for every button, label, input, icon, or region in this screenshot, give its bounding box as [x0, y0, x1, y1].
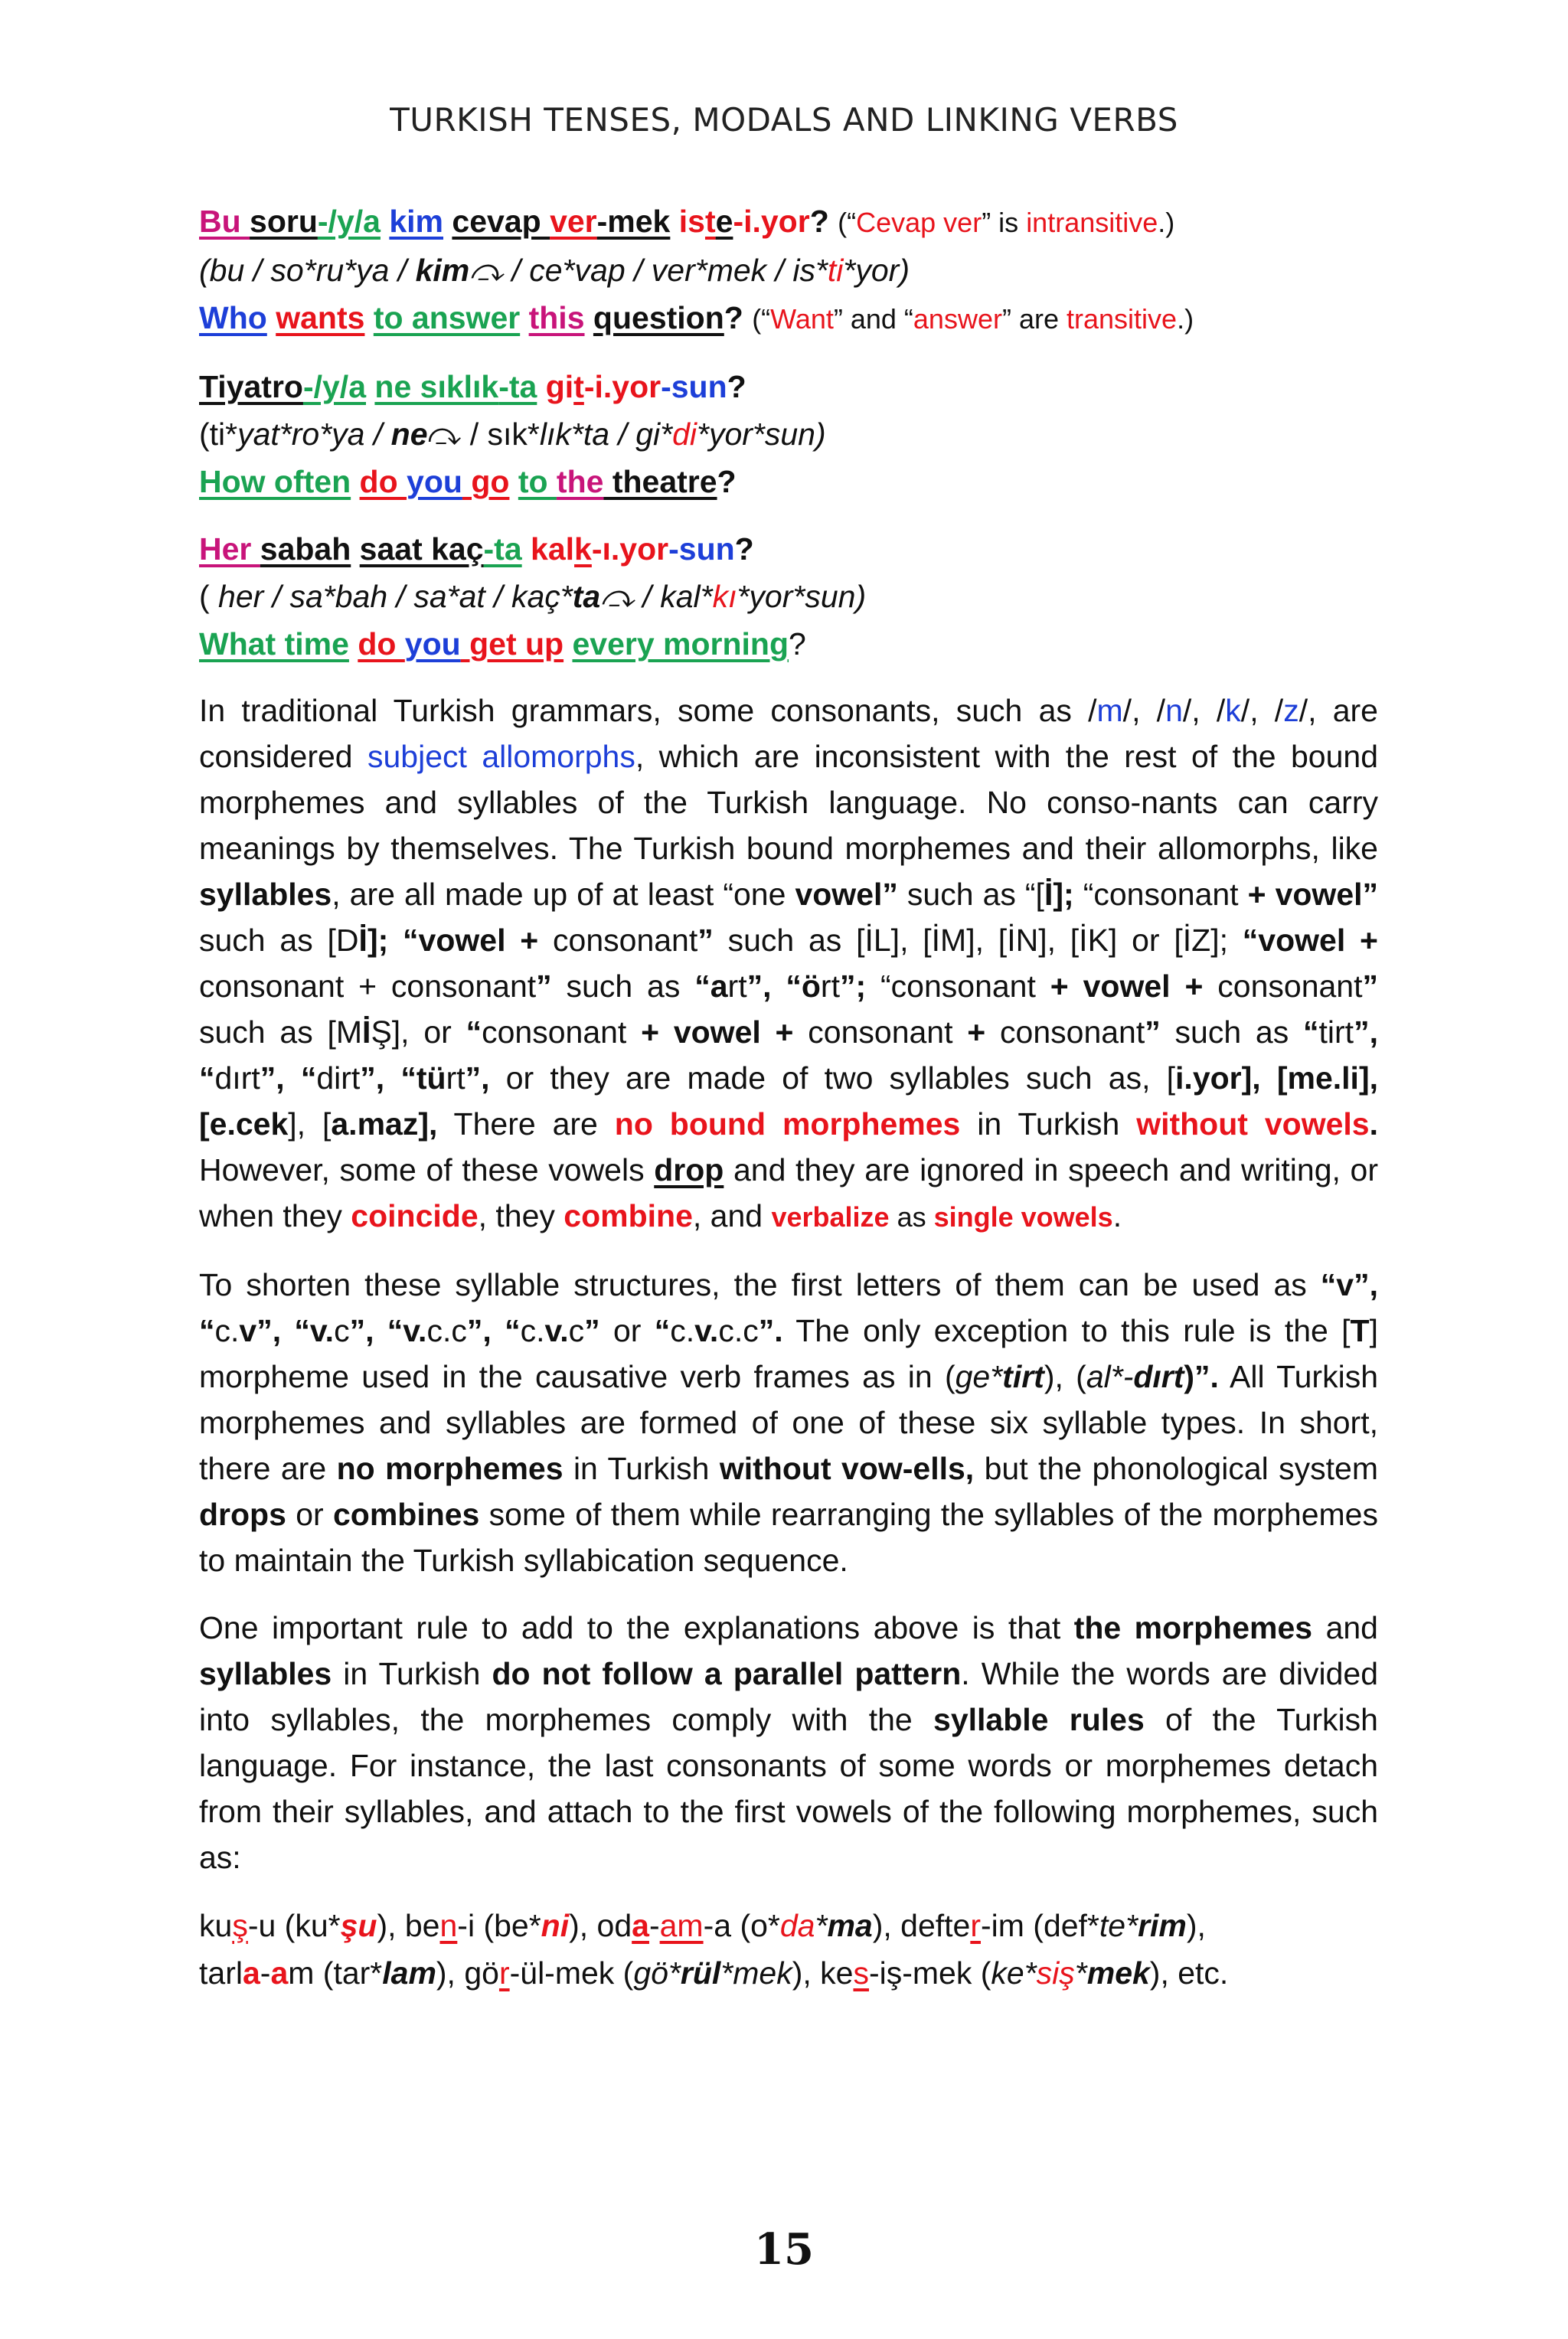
text-run: /, / [1240, 693, 1284, 728]
text-run: rt [446, 1060, 466, 1096]
text-run: ge* [955, 1359, 1003, 1394]
text-run: -u (ku* [247, 1908, 341, 1943]
text-run: All Turkish morphemes and syllables are formed of one of these six syllable types. In short, there are [199, 1359, 1378, 1486]
text-run: c.c [718, 1313, 759, 1348]
text-run: Ş], or [371, 1014, 466, 1050]
text-run: -i (be* [457, 1908, 541, 1943]
text-run: such as [D [199, 923, 359, 958]
text-run: mek [1086, 1955, 1150, 1991]
body-text [199, 688, 1378, 1880]
text-run: ne sıklık [374, 369, 499, 404]
paragraph [199, 1262, 1378, 1583]
example-block [199, 363, 1378, 505]
text-run [670, 204, 678, 239]
text-run: al*- [1086, 1359, 1134, 1394]
text-run: * [815, 1908, 828, 1943]
text-run: , are all made up of at least “one [332, 877, 795, 912]
text-run: ]; “vowel + [367, 923, 554, 958]
text-run: ta [572, 579, 601, 614]
pronunciation-line [199, 410, 1378, 458]
text-run: her / sa* [218, 579, 335, 614]
text-run: ”. [758, 1313, 783, 1348]
text-run: The only exception to this rule is the [ [782, 1313, 1351, 1348]
text-run: dırt [1133, 1359, 1184, 1394]
text-run: ? [717, 464, 737, 499]
text-run: rül [680, 1955, 721, 1991]
text-run: . [1369, 1106, 1378, 1142]
text-run: c [334, 1313, 350, 1348]
text-run: is [678, 204, 705, 239]
text-run [267, 300, 276, 335]
text-run: rim [1138, 1908, 1187, 1943]
text-run: There are [437, 1106, 615, 1142]
text-run: answer [913, 303, 1002, 335]
text-run: /, are considered [199, 693, 1378, 774]
text-run: How often [199, 464, 351, 499]
turkish-sentence [199, 363, 1378, 410]
text-run: kı [712, 579, 737, 614]
example-block [199, 525, 1378, 668]
text-run [522, 531, 531, 567]
text-run: (ti* [199, 417, 238, 452]
text-run [564, 626, 572, 662]
text-run: ” is [982, 207, 1027, 238]
english-translation [199, 620, 1378, 668]
text-run: - [648, 1908, 660, 1943]
text-run: In traditional Turkish grammars, some consonants, such as / [199, 693, 1097, 728]
text-run: bah / sa* [335, 579, 459, 614]
text-run: ” [1362, 969, 1378, 1004]
text-run: -sun [661, 369, 727, 404]
text-run: *yor) [843, 253, 910, 288]
text-run: to answer [373, 300, 521, 335]
text-run: Tiyatro [199, 369, 303, 404]
text-run [537, 369, 545, 404]
text-run: but the phonological system [974, 1451, 1379, 1486]
text-run [520, 300, 528, 335]
text-run: e [715, 204, 733, 239]
text-run: Her [199, 531, 260, 567]
text-run: * [1074, 1955, 1087, 1991]
text-run [351, 464, 359, 499]
text-run: ], [ [1241, 1060, 1288, 1096]
text-run: drops [199, 1497, 286, 1532]
text-run: consonant + consonant [199, 969, 537, 1004]
text-run: T [1350, 1313, 1370, 1348]
text-run: m (tar* [288, 1955, 383, 1991]
text-run: ma [827, 1908, 873, 1943]
text-run: the morphemes [1073, 1610, 1313, 1645]
text-run: )”. [1184, 1359, 1219, 1394]
text-run: n [439, 1908, 458, 1943]
text-run: i.yor [1175, 1060, 1242, 1096]
text-run: or [599, 1313, 655, 1348]
text-run: t [573, 369, 584, 404]
text-run: “consonant [866, 969, 1050, 1004]
text-run [351, 531, 359, 567]
text-run: -/y/a [302, 369, 366, 404]
example-line [199, 1949, 1378, 1997]
text-run: ”, “ [199, 1014, 1378, 1096]
turkish-sentence [199, 525, 1378, 573]
text-run: and they are ignored in speech and writing, or when they [199, 1152, 1378, 1233]
example-line [199, 1902, 1378, 1949]
text-run: ” [536, 969, 552, 1004]
text-run: ”, “tü [360, 1060, 446, 1096]
text-run: ver [550, 204, 597, 239]
text-run: tarl [199, 1955, 243, 1991]
text-run: ke* [991, 1955, 1037, 1991]
text-run: saat kaç [359, 531, 484, 567]
text-run: and [1312, 1610, 1378, 1645]
text-run: e.cek [209, 1106, 289, 1142]
text-run: ⤼ / sık* [427, 417, 540, 452]
text-run: ”, [465, 1060, 490, 1096]
text-run: -iş-mek ( [868, 1955, 991, 1991]
text-run: “ [1303, 1014, 1319, 1050]
text-run: v. [694, 1313, 719, 1348]
text-run: ”; [839, 969, 867, 1004]
text-run: coincide [351, 1198, 479, 1233]
text-run: “a [694, 969, 728, 1004]
page-body [199, 198, 1378, 1997]
text-run: combine [564, 1198, 693, 1233]
text-run: -i.yor [583, 369, 662, 404]
text-run: ku [199, 1908, 233, 1943]
text-run: tirt [1318, 1014, 1354, 1050]
text-run: theatre [603, 464, 717, 499]
text-run: -sun [668, 531, 735, 567]
text-run: a [632, 1908, 649, 1943]
text-run: without vow-ells, [719, 1451, 975, 1486]
text-run: such as “[ [897, 877, 1044, 912]
text-run: Who [199, 300, 267, 335]
text-run: kal [531, 531, 575, 567]
text-run: “ [654, 1313, 671, 1348]
text-run: syllables [199, 877, 332, 912]
text-run: to [518, 464, 557, 499]
text-run: such as [1160, 1014, 1304, 1050]
text-run: ]; [1053, 877, 1074, 912]
text-run: ş [232, 1908, 248, 1943]
text-run: subject allomorphs [368, 739, 635, 774]
text-run: . [1112, 1198, 1122, 1233]
text-run: yat*ro*ya / [237, 417, 391, 452]
text-run: “consonant [1073, 877, 1248, 912]
text-run: -ta [498, 369, 537, 404]
text-run: ? [724, 300, 753, 335]
text-run: cevap [452, 204, 550, 239]
text-run: “vowel + [1242, 923, 1378, 958]
text-run: * [1125, 1908, 1138, 1943]
text-run: z [1283, 693, 1299, 728]
text-run: a [270, 1955, 289, 1991]
text-run: “v”, “ [199, 1267, 1378, 1348]
text-run: in Turkish [960, 1106, 1137, 1142]
text-run: kim [389, 204, 444, 239]
text-run: (bu / so* [199, 253, 316, 288]
english-translation [199, 294, 1378, 343]
text-run: + vowel + [641, 1014, 808, 1050]
text-run: without vowels [1136, 1106, 1370, 1142]
text-run: ”, “ [466, 1313, 521, 1348]
text-run: such as [İL], [İM], [İN], [İK] or [İZ]; [713, 923, 1243, 958]
text-run: “ [466, 1014, 482, 1050]
example-block [199, 198, 1378, 343]
text-run: intransitive [1026, 207, 1158, 238]
text-run: s [853, 1955, 869, 1991]
text-run: . While the words are divided into syllables, the morphemes comply with the [199, 1656, 1379, 1737]
text-run: n [1165, 693, 1183, 728]
text-run: ” [1145, 1014, 1161, 1050]
text-run: ), od [569, 1908, 632, 1943]
text-run: ], [ [288, 1106, 332, 1142]
text-run: To shorten these syllable structures, the first letters of them can be used as [199, 1267, 1321, 1302]
text-run: ), be [377, 1908, 440, 1943]
text-run: -ı.yor [591, 531, 669, 567]
pronunciation-line [199, 247, 1378, 294]
text-run: wants [276, 300, 365, 335]
text-run: gi [545, 369, 574, 404]
text-run: c [568, 1313, 585, 1348]
text-run: - [260, 1955, 271, 1991]
text-run: ), ( [1044, 1359, 1086, 1394]
text-run: do [359, 464, 407, 499]
text-run: ni [541, 1908, 570, 1943]
text-run: , they [478, 1198, 564, 1233]
text-run: k [1225, 693, 1241, 728]
text-run: do not follow a parallel pattern [492, 1656, 962, 1691]
text-run [509, 464, 518, 499]
text-run: tirt [1002, 1359, 1044, 1394]
text-run: k [574, 531, 592, 567]
text-run: v. [544, 1313, 569, 1348]
text-run: every morning [572, 626, 789, 662]
text-run: ), etc. [1149, 1955, 1229, 1991]
text-run: v”, “v. [239, 1313, 335, 1348]
text-run: rt [727, 969, 747, 1004]
text-run: question [593, 300, 724, 335]
text-run: as [889, 1201, 934, 1233]
text-run: /, / [1122, 693, 1166, 728]
text-run: -ta [483, 531, 522, 567]
text-run: r [970, 1908, 981, 1943]
text-run: + vowel” [1247, 877, 1379, 912]
text-run: What time [199, 626, 349, 662]
text-run: vowel” [795, 877, 898, 912]
text-run: *mek [720, 1955, 792, 1991]
text-run: drop [654, 1152, 724, 1187]
text-run: ? [809, 204, 838, 239]
text-run: One important rule to add to the explanations above is that [199, 1610, 1074, 1645]
text-run: İ [1044, 877, 1054, 912]
text-run: .) [1158, 207, 1175, 238]
text-run: ? [727, 369, 746, 404]
example-list [199, 198, 1378, 668]
text-run: consonant [808, 1014, 968, 1050]
text-run: ? [789, 626, 806, 662]
text-run: me.li [1287, 1060, 1359, 1096]
text-run: consonant [553, 923, 698, 958]
text-run: ” are [1001, 303, 1067, 335]
text-run: single vowels [933, 1201, 1113, 1233]
text-run: dirt [316, 1060, 361, 1096]
text-run: such as [551, 969, 695, 1004]
text-run [585, 300, 593, 335]
text-run: sabah [260, 531, 351, 567]
text-run: *yor*sun) [737, 579, 867, 614]
text-run: However, some of these vowels [199, 1152, 655, 1187]
text-run: lık*ta / gi* [539, 417, 673, 452]
text-run: a.maz [331, 1106, 419, 1142]
text-run: m [1096, 693, 1123, 728]
text-run: transitive [1067, 303, 1178, 335]
text-run: ], [418, 1106, 438, 1142]
text-run: vap / ver*mek / is* [574, 253, 828, 288]
text-run: or they are made of two syllables such as, [ [489, 1060, 1176, 1096]
text-run: you [407, 464, 462, 499]
syllable-examples [199, 1902, 1378, 1997]
text-run: kim [415, 253, 470, 288]
text-run: such as [M [199, 1014, 363, 1050]
text-run: ”, “v. [349, 1313, 427, 1348]
text-run: ti [827, 253, 844, 288]
text-run: ”, “ö [746, 969, 821, 1004]
text-run: soru [250, 204, 318, 239]
text-run: ], [ [199, 1060, 1378, 1142]
text-run: İ [358, 923, 368, 958]
text-run: , which are inconsistent with the rest of the bound morphemes and syllables of the Turkish language. No conso-nants can carry meanings by themselves. The Turkish bound morphemes and their allomorphs, like [199, 739, 1378, 866]
text-run: da [779, 1908, 815, 1943]
text-run: Bu [199, 204, 250, 239]
text-run: at / kaç* [459, 579, 573, 614]
text-run: verbalize [771, 1201, 890, 1233]
text-run: get up [460, 626, 564, 662]
running-head: TURKISH TENSES, MODALS AND LINKING VERBS [390, 101, 1178, 139]
text-run: -ül-mek ( [509, 1955, 634, 1991]
text-run: in Turkish [332, 1656, 492, 1691]
text-run: this [528, 300, 585, 335]
text-run: some of them while rearranging the syllables of the morphemes to maintain the Turkish syllabication sequence. [199, 1497, 1378, 1578]
text-run: t [704, 204, 716, 239]
text-run: ), defte [872, 1908, 971, 1943]
text-run: ), [1186, 1908, 1206, 1943]
text-run: no bound morphemes [614, 1106, 961, 1142]
text-run: ” and “ [833, 303, 913, 335]
text-run: in Turkish [563, 1451, 720, 1486]
text-run: Want [770, 303, 834, 335]
text-run: Cevap ver [856, 207, 982, 238]
text-run: of the Turkish language. For instance, the last consonants of some words or morphemes detach from their syllables, and attach to the first vowels of the following morphemes, such as: [199, 1702, 1378, 1875]
text-run: , and [692, 1198, 772, 1233]
text-run: combines [332, 1497, 480, 1532]
text-run: a [242, 1955, 260, 1991]
text-run: ), ke [792, 1955, 854, 1991]
text-run: go [462, 464, 510, 499]
text-run [366, 369, 374, 404]
text-run: *yor*sun) [697, 417, 826, 452]
text-run: syllable rules [933, 1702, 1145, 1737]
text-run: dırt [214, 1060, 260, 1096]
text-run: ne [390, 417, 428, 452]
text-run: rt [820, 969, 840, 1004]
text-run: c.c [426, 1313, 467, 1348]
turkish-sentence [199, 198, 1378, 247]
text-run: c. [520, 1313, 545, 1348]
text-run: ? [734, 531, 754, 567]
text-run: + vowel + [1050, 969, 1218, 1004]
english-translation [199, 458, 1378, 505]
text-run: or [286, 1497, 333, 1532]
text-run: siş [1036, 1955, 1075, 1991]
paragraph [199, 688, 1378, 1240]
text-run: + [967, 1014, 1001, 1050]
text-run: İ [362, 1014, 371, 1050]
text-run: -/y/a [317, 204, 381, 239]
text-run: te [1099, 1908, 1126, 1943]
text-run: di [672, 417, 697, 452]
text-run [381, 204, 389, 239]
text-run: -i.yor [733, 204, 810, 239]
pronunciation-line [199, 573, 1378, 620]
text-run: .) [1177, 303, 1194, 335]
text-run: c. [670, 1313, 695, 1348]
text-run: syllables [199, 1656, 332, 1691]
page-number: 15 [754, 2224, 814, 2275]
text-run: ] morpheme used in the causative verb frames as in ( [199, 1313, 1378, 1394]
text-run [349, 626, 358, 662]
text-run: ⤼ / ce* [469, 253, 575, 288]
text-run: -mek [596, 204, 671, 239]
text-run: ru*ya / [315, 253, 416, 288]
text-run: şu [340, 1908, 377, 1943]
text-run: do [358, 626, 405, 662]
text-run: lam [382, 1955, 436, 1991]
text-run: -a (o* [703, 1908, 780, 1943]
text-run: the [556, 464, 604, 499]
text-run: ” [584, 1313, 600, 1348]
text-run [443, 204, 452, 239]
text-run: (“ [838, 207, 857, 238]
text-run: am [659, 1908, 704, 1943]
text-run: ” [697, 923, 714, 958]
text-run: gö* [633, 1955, 681, 1991]
text-run: r [498, 1955, 510, 1991]
text-run: ”, “ [260, 1060, 317, 1096]
text-run: (“ [752, 303, 771, 335]
text-run: -im (def* [980, 1908, 1099, 1943]
text-run: no morphemes [336, 1451, 564, 1486]
text-run: ), gö [436, 1955, 499, 1991]
text-run: consonant [1000, 1014, 1145, 1050]
text-run: consonant [1217, 969, 1363, 1004]
text-run: /, / [1182, 693, 1226, 728]
text-run: consonant [482, 1014, 642, 1050]
paragraph [199, 1605, 1378, 1880]
text-run: ( [199, 579, 219, 614]
text-run: c. [214, 1313, 240, 1348]
text-run: ⤼ / kal* [600, 579, 713, 614]
text-run [364, 300, 373, 335]
text-run: you [404, 626, 461, 662]
